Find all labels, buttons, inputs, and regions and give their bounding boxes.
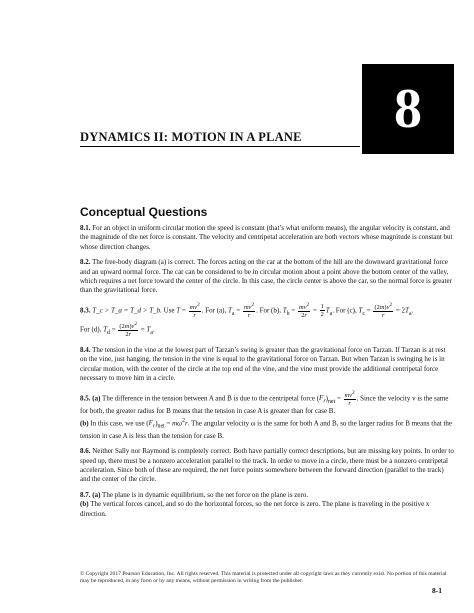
answer-8-5: 8.5. (a) The difference in the tension between A and B is due to the centripetal force $(F_r)_{net}$ = $\frac{mv^2}{r}$ . Since the velocity v is the same for both, the greater radius for B means that the tension in case A is greater than for case B. (b) In this case, we use $(F_r)_{net} = m\omega^2r$. The angular velocity ω is the same for both A and B, so the larger radius for B means that the tension in case A is less than the tension for case B. <box>80 389 453 440</box>
formula-fraction: $\frac{1}{2}$ <box>320 303 324 319</box>
answer-8-3: 8.3. T_c > T_a = T_d > T_b. Use T = $\frac{mv^2}{r}$ . For (a), $T_a$ = $\frac{mv^2}{r}$ . For (b), $T_b$ = $\frac{mv^2}{2r}$ = $\frac{1}{2}$ $T_a$. For (c), $T_c$ = $\frac{(2m)v^2}{r}$ = $2T_a$. For (d), $T_d$ = $\frac{(2m)v^2}{2r}$ = $T_a$. <box>80 302 414 339</box>
section-title: Conceptual Questions <box>80 205 208 219</box>
formula-fraction: $\frac{mv^2}{2r}$ <box>298 302 310 320</box>
question-number: 8.5. <box>80 394 91 403</box>
part-a-label: (a) <box>92 491 101 500</box>
formula-fraction: $\frac{mv^2}{r}$ <box>344 389 355 408</box>
chapter-number: 8 <box>394 78 422 140</box>
answer-text: Since the <box>360 394 387 403</box>
case-b-label: For (b), <box>259 306 281 315</box>
formula-fraction: $\frac{mv^2}{r}$ <box>189 302 200 320</box>
part-a-label: (a) <box>92 394 101 403</box>
case-c-label: For (c), <box>335 306 357 315</box>
chapter-number-badge <box>362 64 454 154</box>
chapter-title: DYNAMICS II: MOTION IN A PLANE <box>80 130 302 144</box>
answer-text: The angular velocity ω is the same for both A and B, so the larger radius for B means that the tension in case A is less than the tension for case B. <box>80 418 453 440</box>
answer-text: The vertical forces cancel, and so do the horizontal forces, so the net force is zero. The plane is traveling in the positive x direction. <box>80 500 430 518</box>
question-number: 8.2. <box>80 258 91 267</box>
answer-text: In this case, we use <box>90 418 145 427</box>
case-d-label: For (d), <box>80 325 102 334</box>
question-number: 8.1. <box>80 224 91 232</box>
part-b-label: (b) <box>80 418 89 427</box>
answer-text: Neither Sally nor Raymond is completely correct. Both have partially correct descriptions, but are missing key points. In order to speed up, there must be a nonzero acceleration parallel to the track. In order to move in a circle, there must be a nonzero centripetal acceleration. Since both of these are required, the net force points somewhere between the forward direction (parallel to the track) and the center of the circle. <box>80 447 454 484</box>
formula-fraction: $\frac{(2m)v^2}{2r}$ <box>119 320 138 339</box>
answer-8-1 <box>80 224 454 252</box>
answer-text: The tension in the vine at the lowest part of Tarzan’s swing is greater than the gravitational force on Tarzan. If Tarzan is at rest on the vine, just hanging, the tension in the vine is equal to the gravitational force on Tarzan. But when Tarzan is swinging he is in circular motion, with the center of the circle at the top end of the vine, and the vine must provide the additional centripetal force necessary to move him in a circle. <box>80 346 446 382</box>
question-number: 8.7. <box>80 491 91 500</box>
answer-text: velocity v is the same for both, the greater radius for B means that the tension in case A is greater than for case B. <box>80 394 449 416</box>
answer-text: The plane is in dynamic equilibrium, so the net force on the plane is zero. <box>102 491 309 500</box>
page-content <box>80 224 454 526</box>
answer-8-2 <box>80 258 454 295</box>
question-number: 8.6. <box>80 447 91 456</box>
page-number: 8-1 <box>432 586 442 595</box>
tension-order: T_c > T_a = T_d > T_b. <box>92 306 162 315</box>
answer-8-4 <box>80 346 454 383</box>
use-label: Use <box>163 306 175 315</box>
answer-text: The difference in the tension between A and B is due to the centripetal force <box>102 394 315 403</box>
answer-text: For an object in uniform circular motion the speed is constant (that’s what uniform means), the angular velocity is constant, and the magnitude of the net force is constant. The velocity and centripetal acceleration are both vectors whose magnitude is constant but whose direction changes. <box>80 224 453 251</box>
answer-text: The free-body diagram (a) is correct. The forces acting on the car at the bottom of the hill are the downward gravitational force and an upward normal force. The car can be considered to be in circular motion about a point above the bottom center of the valley, which requires a net force toward the center of the circle. In this case, the circle center is above the car, so the normal force is greater than the gravitational force. <box>80 258 452 295</box>
question-number: 8.3. <box>80 306 91 315</box>
chapter-title-rule <box>80 146 360 147</box>
case-a-label: For (a), <box>205 306 227 315</box>
part-b-label: (b) <box>80 500 89 509</box>
question-number: 8.4. <box>80 346 91 355</box>
answer-8-6 <box>80 447 454 484</box>
copyright-footer: © Copyright 2017 Pearson Education, Inc. All rights reserved. This material is protected under all copyright laws as they currently exist. No portion of this material may be reproduced, in any form or by any means, without permission in writing from the publisher. <box>80 571 447 584</box>
formula-fraction: $\frac{(2m)v^2}{r}$ <box>374 302 393 320</box>
formula-fraction: $\frac{mv^2}{r}$ <box>243 302 255 320</box>
answer-8-7 <box>80 491 454 519</box>
